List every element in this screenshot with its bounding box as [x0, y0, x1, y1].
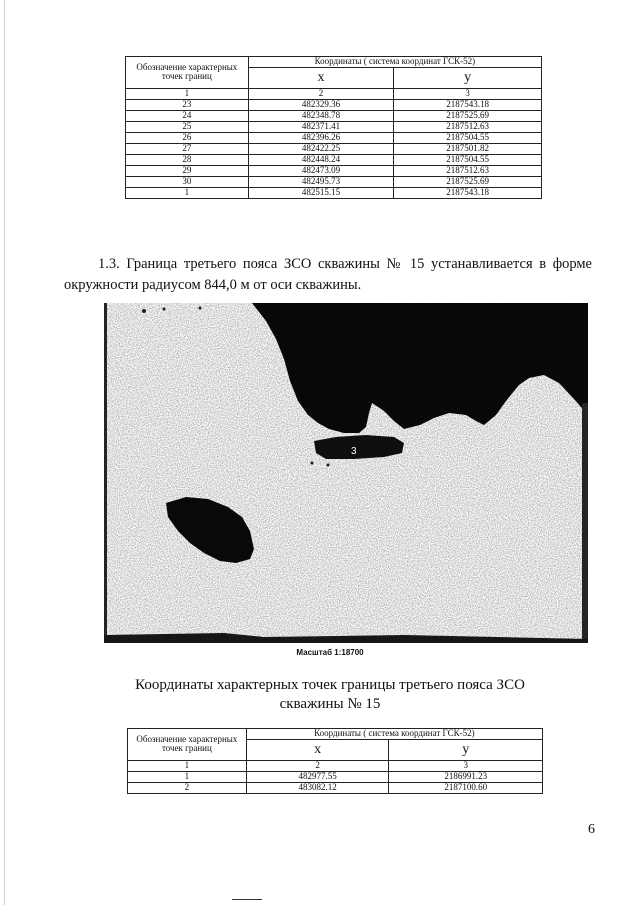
column-number: 1: [126, 88, 249, 99]
table-row: [126, 165, 542, 176]
table-row: [128, 782, 543, 793]
column-number-row: [128, 760, 543, 771]
table-row: [126, 121, 542, 132]
table-row: [126, 110, 542, 121]
map-label-3: 3: [351, 446, 357, 457]
map-scale: Масштаб 1:18700: [296, 648, 364, 657]
y-coordinate-cell: 2187512.63: [394, 165, 542, 176]
point-id-cell: 26: [126, 132, 249, 143]
point-id-cell: 24: [126, 110, 249, 121]
x-coordinate-cell: 482495.73: [248, 176, 394, 187]
y-coordinate-cell: 2187504.55: [394, 154, 542, 165]
map-drawing: [104, 303, 588, 643]
column-number: 3: [389, 760, 543, 771]
x-coordinate-cell: 482348.78: [248, 110, 394, 121]
table-row: [126, 187, 542, 198]
page-edge: [4, 0, 5, 905]
y-coordinate-cell: 2187525.69: [394, 110, 542, 121]
point-id-cell: 28: [126, 154, 249, 165]
table-row: [126, 154, 542, 165]
footer-mark: [232, 899, 262, 900]
coordinates-table-third-zone: [127, 728, 543, 794]
column-number: 2: [248, 88, 394, 99]
column-number: 1: [128, 760, 247, 771]
col-header-coordinates: Координаты ( система координат ГСК-52): [248, 57, 541, 68]
y-coordinate-cell: 2187543.18: [394, 187, 542, 198]
y-coordinate-cell: 2187501.82: [394, 143, 542, 154]
point-id-cell: 2: [128, 782, 247, 793]
page-number: 6: [588, 822, 595, 837]
col-header-y: y: [394, 67, 542, 88]
table-row: [126, 132, 542, 143]
column-number-row: [126, 88, 542, 99]
table-heading: [120, 676, 540, 714]
col-header-points: Обозначение характерных точек границ: [126, 57, 249, 89]
col-header-x: x: [246, 739, 389, 760]
point-id-cell: 1: [128, 771, 247, 782]
column-number: 2: [246, 760, 389, 771]
point-id-cell: 1: [126, 187, 249, 198]
column-number: 3: [394, 88, 542, 99]
col-header-x: x: [248, 67, 394, 88]
x-coordinate-cell: 482515.15: [248, 187, 394, 198]
x-coordinate-cell: 483082.12: [246, 782, 389, 793]
point-id-cell: 30: [126, 176, 249, 187]
y-coordinate-cell: 2187543.18: [394, 99, 542, 110]
heading-line-2: скважины № 15: [279, 696, 381, 712]
y-coordinate-cell: 2187504.55: [394, 132, 542, 143]
point-id-cell: 23: [126, 99, 249, 110]
map-image: [104, 303, 588, 643]
table-row: [128, 771, 543, 782]
section-paragraph: 1.3. Граница третьего пояса ЗСО скважины № 15 устанавливается в форме окружности радиусом 844,0 м от оси скважины.: [64, 256, 592, 293]
x-coordinate-cell: 482473.09: [248, 165, 394, 176]
y-coordinate-cell: 2186991.23: [389, 771, 543, 782]
col-header-y: y: [389, 739, 543, 760]
point-id-cell: 27: [126, 143, 249, 154]
x-coordinate-cell: 482396.26: [248, 132, 394, 143]
x-coordinate-cell: 482422.25: [248, 143, 394, 154]
col-header-coordinates: Координаты ( система координат ГСК-52): [246, 729, 542, 740]
heading-line-1: Координаты характерных точек границы третьего пояса ЗСО: [135, 677, 525, 693]
table-row: [126, 99, 542, 110]
coordinates-table-second-zone: [125, 56, 542, 199]
point-id-cell: 29: [126, 165, 249, 176]
y-coordinate-cell: 2187100.60: [389, 782, 543, 793]
x-coordinate-cell: 482329.36: [248, 99, 394, 110]
x-coordinate-cell: 482371.41: [248, 121, 394, 132]
x-coordinate-cell: 482977.55: [246, 771, 389, 782]
x-coordinate-cell: 482448.24: [248, 154, 394, 165]
table-row: [126, 176, 542, 187]
y-coordinate-cell: 2187512.63: [394, 121, 542, 132]
table-row: [126, 143, 542, 154]
point-id-cell: 25: [126, 121, 249, 132]
y-coordinate-cell: 2187525.69: [394, 176, 542, 187]
col-header-points: Обозначение характерных точек границ: [128, 729, 247, 761]
